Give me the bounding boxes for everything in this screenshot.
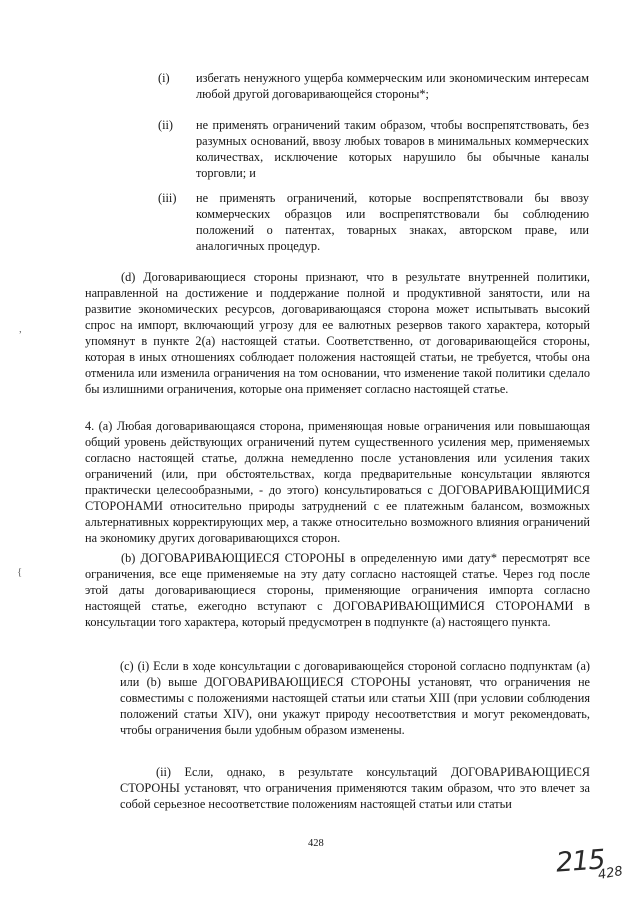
list-item-number: (i) <box>158 71 170 85</box>
paragraph-4b: (b) ДОГОВАРИВАЮЩИЕСЯ СТОРОНЫ в определенную ими дату* пересмотрят все ограничения, все еще применяемые на эту дату согласно настоящей статье. Через год после этой даты договаривающиеся стороны, применяющие ограничения импорта согласно настоящей статье, ежегодно вступают с ДОГОВАРИВАЮЩИМИСЯ СТОРОНАМИ в консультации того характера, который предусмотрен в подпункте (a) настоящего пункта. <box>85 551 590 629</box>
list-item <box>158 190 590 256</box>
list-item-text: избегать ненужного ущерба коммерческим или экономическим интересам любой другой договаривающейся стороны*; <box>196 71 589 101</box>
paragraph-4c-i: (c) (i) Если в ходе консультации с договаривающейся стороной согласно подпунктам (a) или (b) выше ДОГОВАРИВАЮЩИЕСЯ СТОРОНЫ установят, что ограничения не совместимы с положениями настоящей статьи или статьи XIII (при условии соблюдения положений статьи XIV), они укажут природу несоответствия и могут рекомендовать, чтобы ограничения были удобным образом изменены. <box>120 659 590 737</box>
paragraph-d: (d) Договаривающиеся стороны признают, что в результате внутренней политики, направленной на достижение и поддержание полной и продуктивной занятости, или на развитие экономических ресурсов, договаривающаяся сторона может испытывать высокий спрос на импорт, включающий угрозу для ее валютных резервов такого характера, который упомянут в пункте 2(a) настоящей статьи. Соответственно, от договаривающейся стороны, которая в иных отношениях соблюдает положения настоящей статьи, не требуется, чтобы она отменила или изменила ограничения на том основании, что изменение такой политики сделало бы излишними ограничения, которые она применяет согласно настоящей статье. <box>85 270 590 396</box>
list-item-number: (ii) <box>158 118 174 132</box>
margin-mark: { <box>17 566 23 578</box>
list-item-number: (iii) <box>158 191 177 205</box>
paragraph-4a: 4. (a) Любая договаривающаяся сторона, применяющая новые ограничения или повышающая общий уровень действующих ограничений путем существенного усиления мер, применяемых согласно настоящей статье, должна немедленно после установления или усиления таких ограничений (или, при обстоятельствах, когда предварительные консультации являются практически целесообразными, - до этого) консультироваться с ДОГОВАРИВАЮЩИМИСЯ СТОРОНАМИ относительно природы затруднений с ее платежным балансом, возможных альтернативных корректирующих мер, а также относительно возможного влияния ограничений на экономику других договаривающихся сторон. <box>85 419 590 545</box>
list-item <box>158 70 590 104</box>
paragraph-4c-ii: (ii) Если, однако, в результате консультаций ДОГОВАРИВАЮЩИЕСЯ СТОРОНЫ установят, что ограничения применяются таким образом, что это влечет за собой серьезное несоответствие положениям настоящей статьи или статьи <box>120 765 590 811</box>
page-number: 428 <box>308 838 324 849</box>
list-item-text: не применять ограничений таким образом, чтобы воспрепятствовать, без разумных оснований, ввозу любых товаров в минимальных коммерческих количествах, исключение которых нарушило бы обычные каналы торговли; и <box>196 118 589 180</box>
handwritten-small-number: 428 <box>596 863 624 884</box>
margin-mark: , <box>19 323 22 335</box>
handwritten-page-number: 215 <box>554 844 606 879</box>
list-item-text: не применять ограничений, которые воспрепятствовали бы ввозу коммерческих образцов или воспрепятствовали бы соблюдению положений о патентах, товарных знаках, авторском праве, или аналогичных процедур. <box>196 191 589 253</box>
list-item <box>158 117 590 183</box>
